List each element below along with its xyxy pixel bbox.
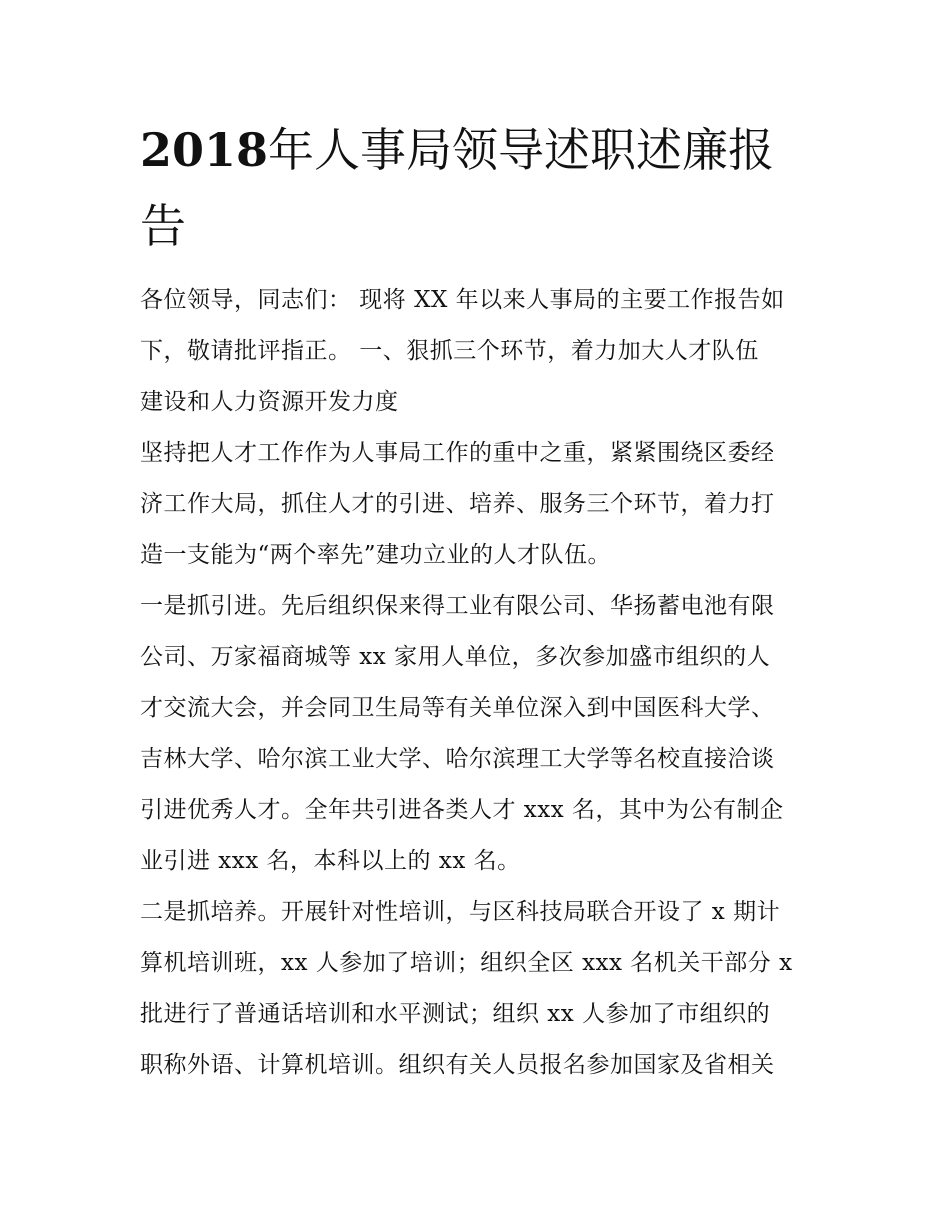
text-line: 才交流大会，并会同卫生局等有关单位深入到中国医科大学、 — [140, 695, 775, 721]
text-line: 引进优秀人才。全年共引进各类人才 xxx 名，其中为公有制企 — [140, 797, 784, 823]
paragraph-greeting — [140, 275, 820, 428]
paragraph-recruitment — [140, 581, 820, 887]
text-line: 吉林大学、哈尔滨工业大学、哈尔滨理工大学等名校直接洽谈 — [140, 746, 775, 772]
text-line: 坚持把人才工作作为人事局工作的重中之重，紧紧围绕区委经 — [140, 440, 775, 466]
text-line: 造一支能为“两个率先”建功立业的人才队伍。 — [140, 542, 612, 568]
text-line: 职称外语、计算机培训。组织有关人员报名参加国家及省相关 — [140, 1052, 775, 1078]
text-line: 建设和人力资源开发力度 — [140, 389, 399, 415]
paragraph-overview — [140, 428, 820, 581]
title-text: 年人事局领导述职述廉报 — [268, 123, 775, 177]
text-line: 各位领导，同志们： 现将 XX 年以来人事局的主要工作报告如 — [140, 287, 785, 313]
text-line: 算机培训班，xx 人参加了培训；组织全区 xxx 名机关干部分 x — [140, 950, 793, 976]
title-year: 2018 — [140, 123, 269, 177]
document-body — [140, 275, 820, 1091]
title-line-1 — [140, 112, 820, 188]
text-line: 公司、万家福商城等 xx 家用人单位，多次参加盛市组织的人 — [140, 644, 771, 670]
paragraph-training — [140, 887, 820, 1091]
text-line: 下，敬请批评指正。 一、狠抓三个环节，着力加大人才队伍 — [140, 338, 759, 364]
document-title — [140, 112, 820, 264]
text-line: 济工作大局，抓住人才的引进、培养、服务三个环节，着力打 — [140, 491, 775, 517]
text-line: 一是抓引进。先后组织保来得工业有限公司、华扬蓄电池有限 — [140, 593, 775, 619]
title-line-2: 告 — [140, 199, 186, 253]
text-line: 二是抓培养。开展针对性培训，与区科技局联合开设了 x 期计 — [140, 899, 781, 925]
text-line: 业引进 xxx 名，本科以上的 xx 名。 — [140, 848, 521, 874]
text-line: 批进行了普通话培训和水平测试；组织 xx 人参加了市组织的 — [140, 1001, 771, 1027]
